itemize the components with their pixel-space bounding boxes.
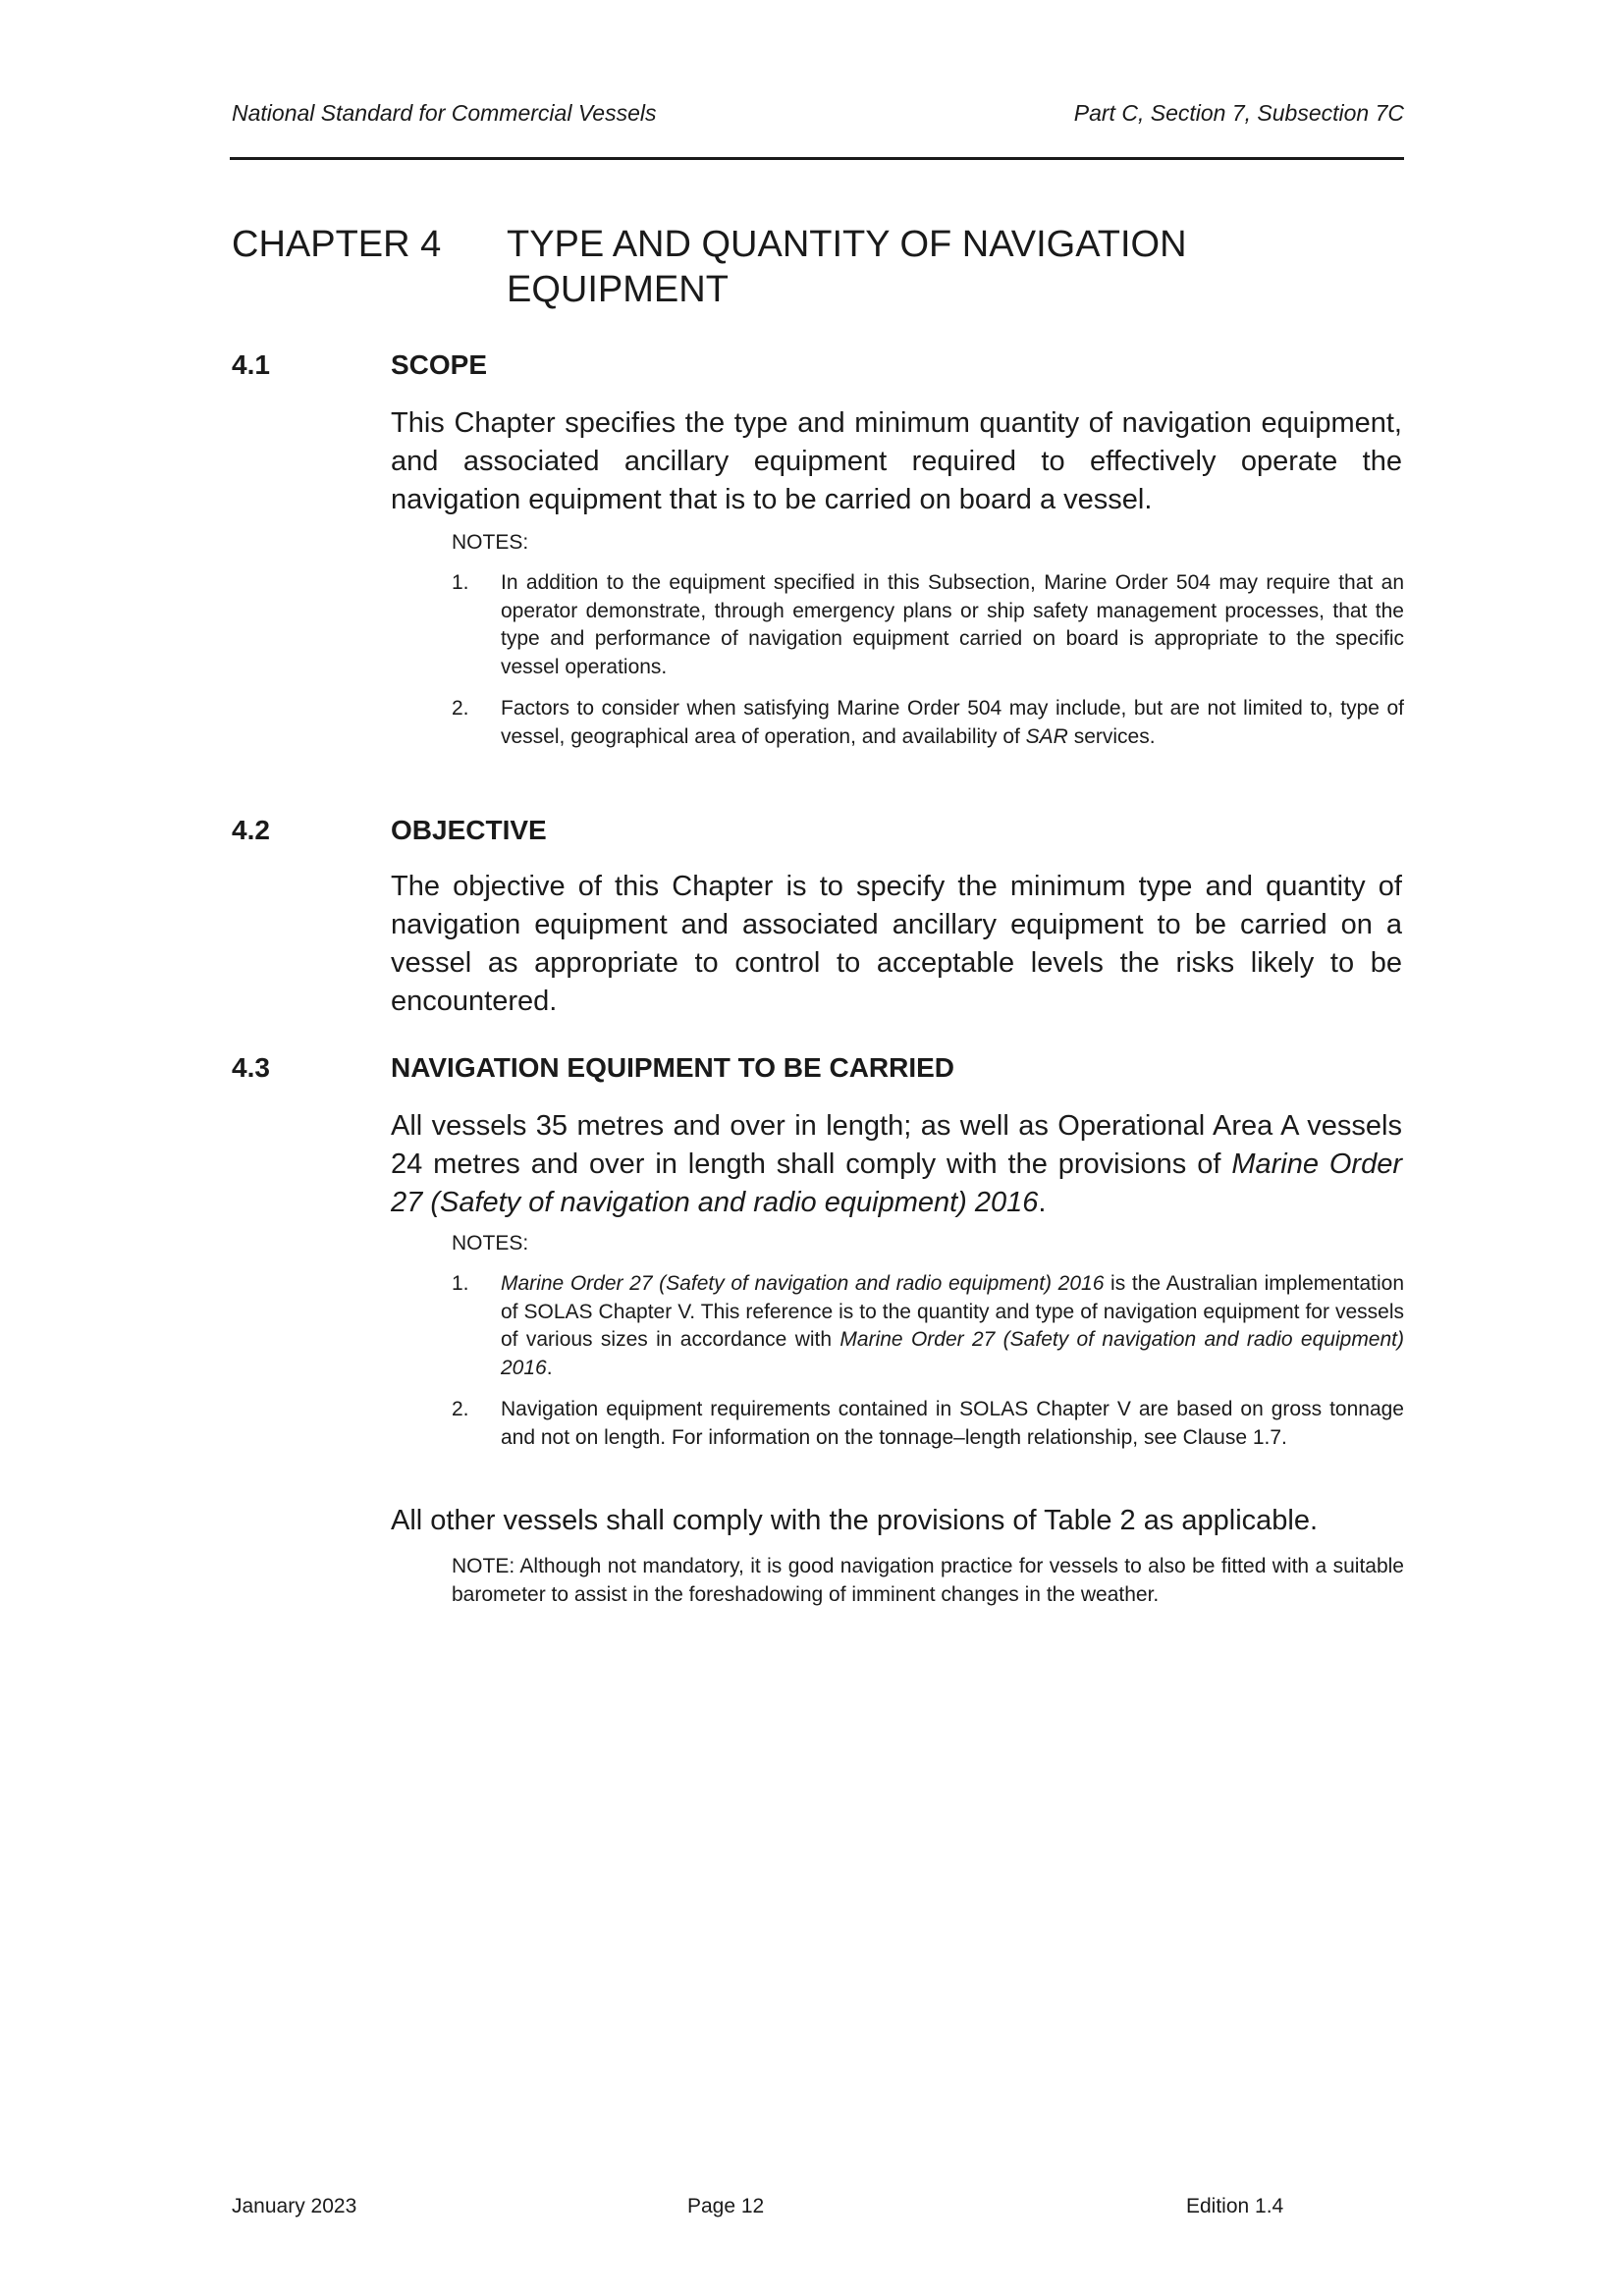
note-text: Navigation equipment requirements contained in SOLAS Chapter V are based on gross tonnage and not on length. For information on the tonnage–length relationship, see Clause 1.7. [501,1398,1404,1449]
note-text-italic: Marine Order 27 (Safety of navigation and radio equipment) 2016 [501,1272,1105,1295]
section-number-4-2: 4.2 [232,815,270,845]
barometer-note: NOTE: Although not mandatory, it is good navigation practice for vessels to also be fitted with a suitable barometer to assist in the foreshadowing of imminent changes in the weather. [452,1555,1404,1606]
note-text-part: Factors to consider when satisfying Marine Order 504 may include, but are not limited to, type of vessel, geographical area of operation, and availability of [501,697,1404,748]
section-number-4-3: 4.3 [232,1052,270,1083]
note-number: 1. [452,1272,469,1295]
section-heading-scope: SCOPE [391,349,488,380]
chapter-title: TYPE AND QUANTITY OF NAVIGATION EQUIPMENT [507,224,1187,310]
note-text-part: services. [1067,724,1156,748]
scope-notes-label: NOTES: [452,531,529,554]
other-vessels-paragraph: All other vessels shall comply with the provisions of Table 2 as applicable. [391,1505,1319,1536]
note-text-italic: Marine Order 27 (Safety of navigation and radio equipment) 2016 [501,1328,1404,1379]
header-left: National Standard for Commercial Vessels [232,100,657,126]
paragraph-text: All vessels 35 metres and over in length; as well as Operational Area A vessels 24 metres and over in length shall comply with the provisions of [391,1110,1402,1180]
marine-order-reference: Marine Order 27 (Safety of navigation and radio equipment) 2016 [391,1148,1402,1218]
footer-date: January 2023 [232,2195,357,2217]
section-number-4-1: 4.1 [232,349,270,380]
scope-paragraph: This Chapter specifies the type and minimum quantity of navigation equipment, and associated ancillary equipment required to effectively operate the navigation equipment that is to be carried on board a vessel. [391,407,1402,515]
note-number: 2. [452,697,469,720]
section-heading-objective: OBJECTIVE [391,815,547,845]
note-text [501,1270,1404,1382]
note-text: In addition to the equipment specified in this Subsection, Marine Order 504 may require that an operator demonstrate, through emergency plans or ship safety management processes, that the type and performance of navigation equipment carried on board is appropriate to the specific vessel operations. [501,571,1404,678]
navigation-paragraph [391,1107,1402,1222]
header-right: Part C, Section 7, Subsection 7C [1073,100,1404,126]
section-heading-navigation-equipment: NAVIGATION EQUIPMENT TO BE CARRIED [391,1052,955,1083]
note-number: 2. [452,1398,469,1420]
note-text-italic: SAR [1025,724,1068,748]
note-text [501,695,1404,751]
header-rule [230,157,1404,160]
note-text-part: is the Australian implementation of SOLAS Chapter V. This reference is to the quantity and type of navigation equipment for vessels of various sizes in accordance with [501,1272,1405,1351]
paragraph-text: . [1038,1187,1047,1218]
note-text-part: . [546,1356,553,1379]
note-number: 1. [452,571,469,594]
navigation-notes-label: NOTES: [452,1232,529,1255]
objective-paragraph: The objective of this Chapter is to specify the minimum type and quantity of navigation equipment and associated ancillary equipment to be carried on a vessel as appropriate to control to acceptable levels the risks likely to be encountered. [391,871,1402,1017]
footer-edition: Edition 1.4 [1186,2195,1284,2217]
chapter-number: CHAPTER 4 [232,224,442,265]
footer-page-number: Page 12 [687,2195,765,2217]
